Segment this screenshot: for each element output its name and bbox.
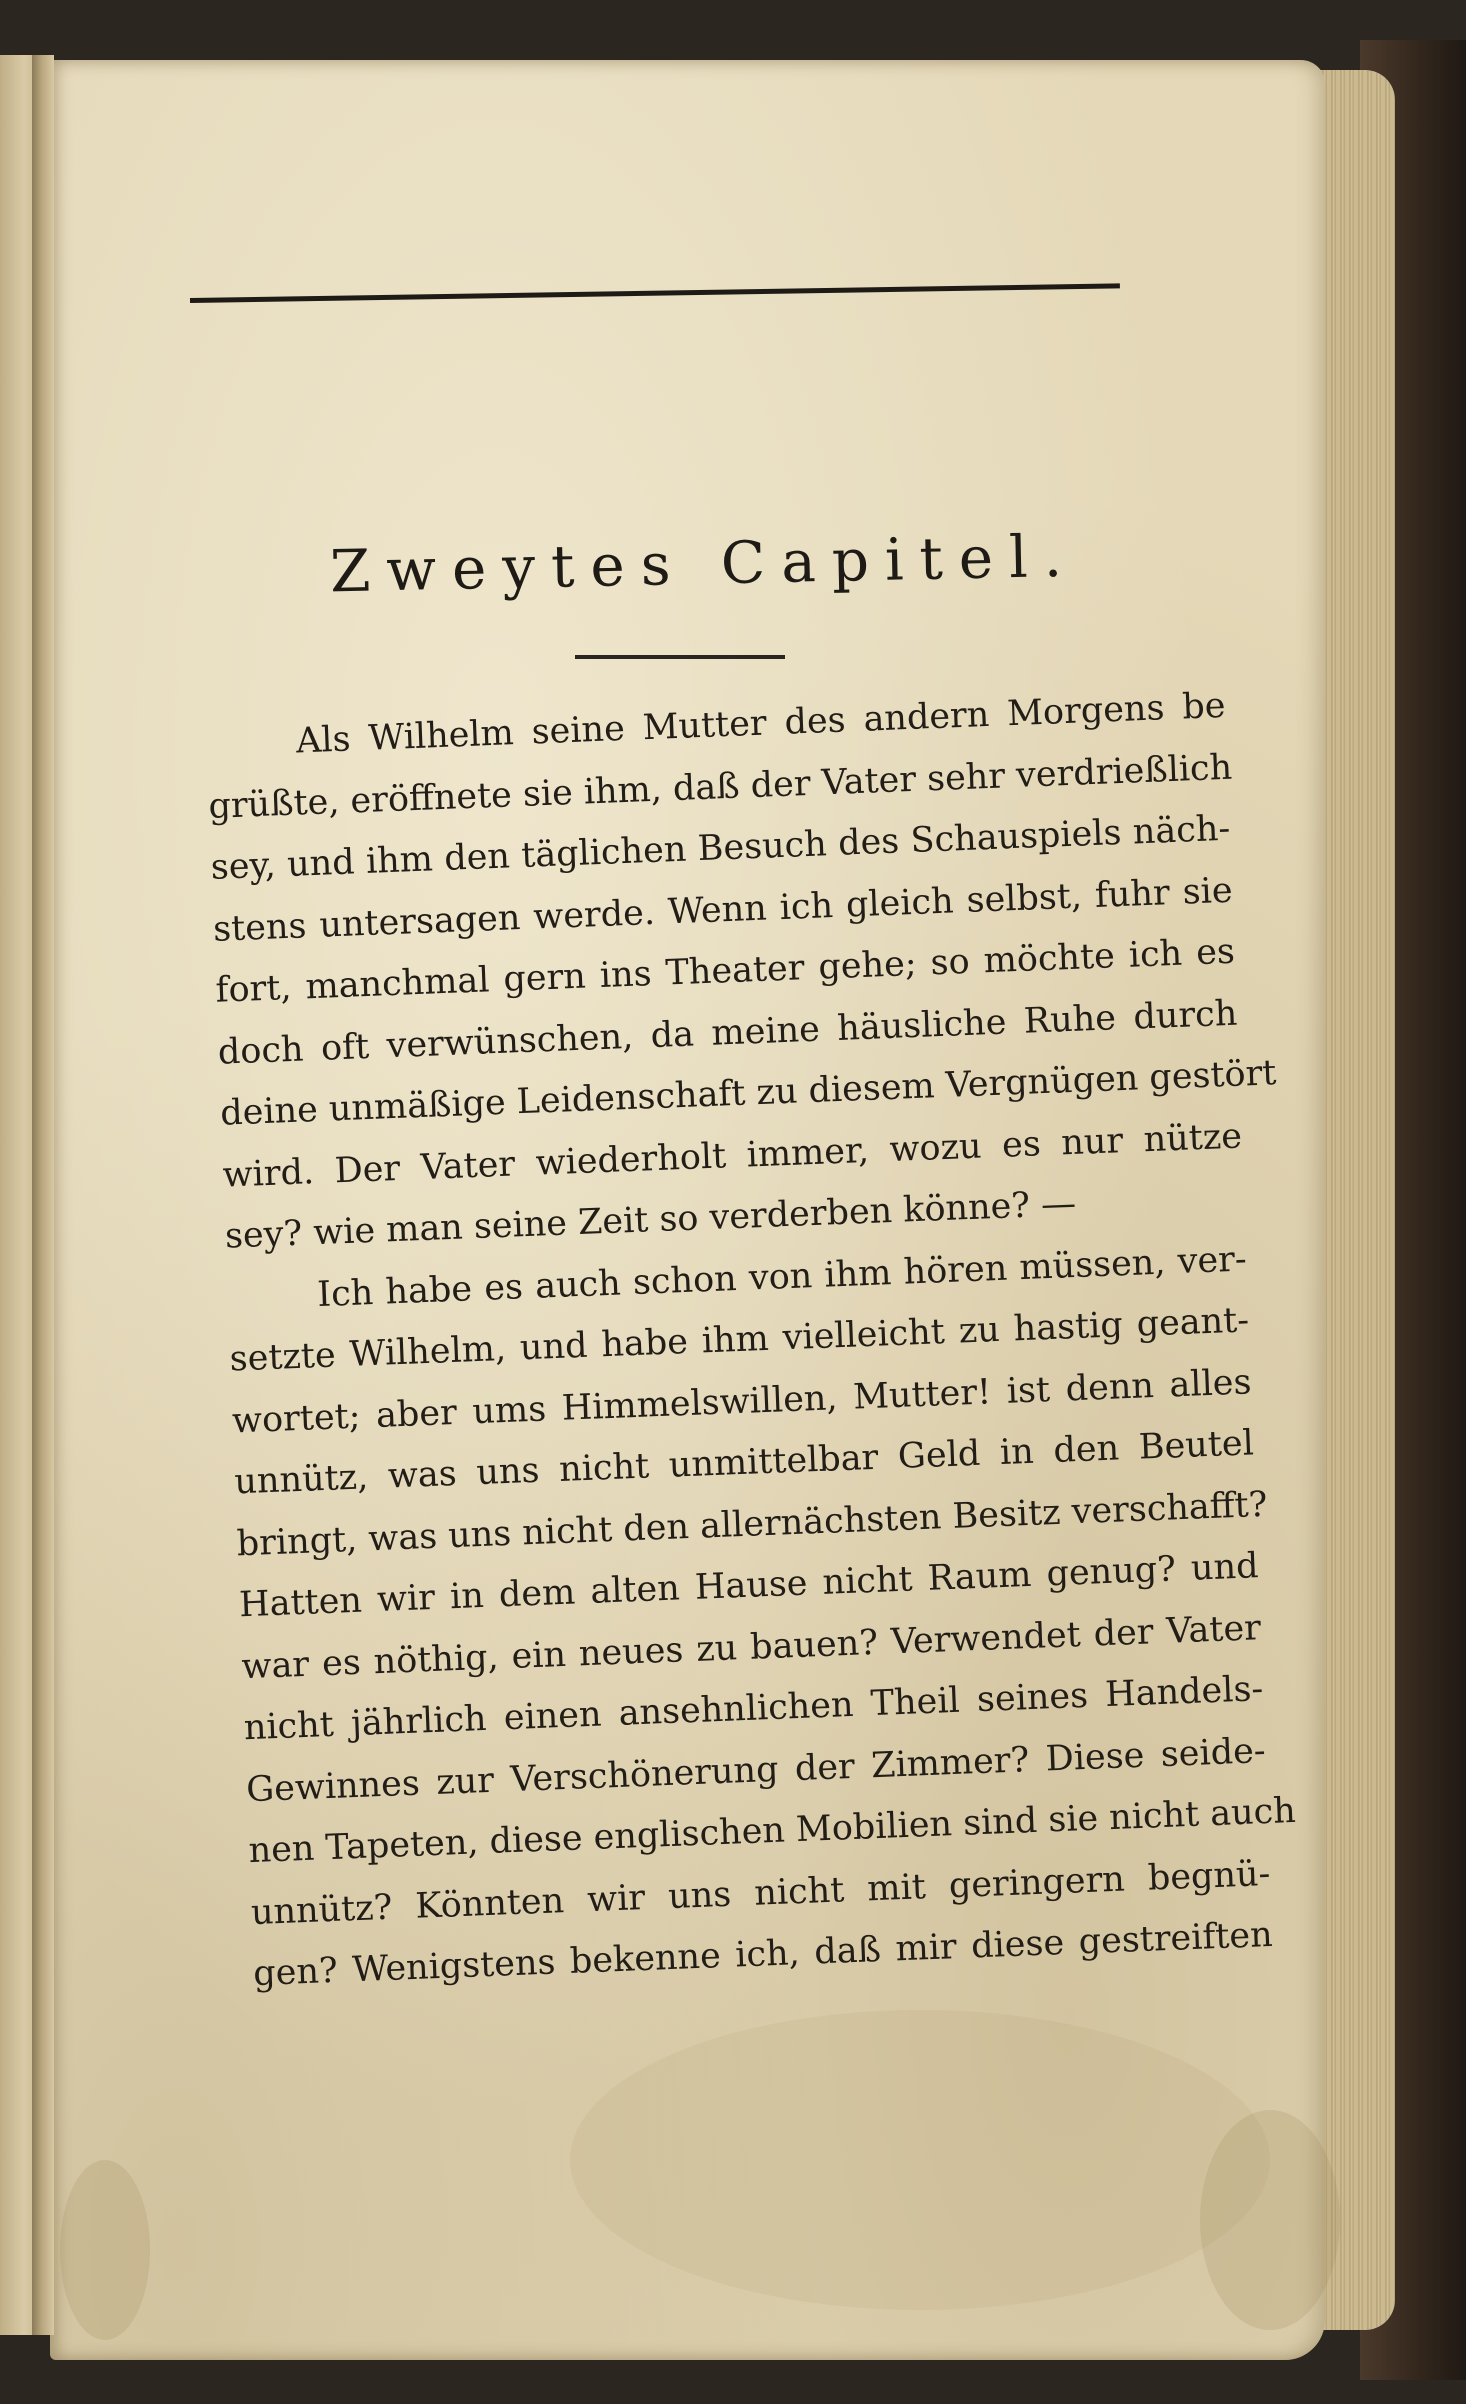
text-line: unnütz, was uns nicht unmittelbar Geld in den Beutel — [233, 1423, 1255, 1503]
text-line: Als Wilhelm seine Mutter des andern Morgens be — [295, 685, 1227, 762]
chapter-title: Zweytes Capitel. — [329, 521, 1079, 606]
text-line: bringt, was uns nicht den allernächsten Besitz verschafft? — [236, 1484, 1269, 1564]
text-line: sey, und ihm den täglichen Besuch des Schauspiels näch- — [210, 808, 1231, 888]
text-line: Ich habe es auch schon von ihm hören müssen, ver- — [316, 1238, 1248, 1315]
text-line: grüßte, eröffnete sie ihm, daß der Vater sehr verdrießlich — [207, 747, 1233, 827]
text-line: setzte Wilhelm, und habe ihm vielleicht zu hastig geant- — [228, 1300, 1250, 1380]
text-line: wird. Der Vater wiederholt immer, wozu es nur nütze — [221, 1116, 1243, 1196]
text-line: unnütz? Könnten wir uns nicht mit geringern begnü- — [250, 1853, 1272, 1933]
paper-stain — [60, 2160, 150, 2340]
text-line: Hatten wir in dem alten Hause nicht Raum genug? und — [238, 1546, 1260, 1626]
text-line: wortet; aber ums Himmelswillen, Mutter! ist denn alles — [231, 1361, 1253, 1441]
text-line: sey? wie man seine Zeit so verderben könne? — — [224, 1183, 1077, 1257]
text-line: war es nöthig, ein neues zu bauen? Verwendet der Vater — [240, 1607, 1262, 1687]
text-line: doch oft verwünschen, da meine häusliche Ruhe durch — [217, 993, 1238, 1073]
text-line: nicht jährlich einen ansehnlichen Theil seines Handels- — [243, 1669, 1264, 1749]
text-line: Gewinnes zur Verschönerung der Zimmer? Diese seide- — [245, 1730, 1267, 1810]
text-line: fort, manchmal gern ins Theater gehe; so möchte ich es — [214, 931, 1236, 1011]
body-text — [205, 676, 1297, 2006]
text-line: deine unmäßige Leidenschaft zu diesem Vergnügen gestört — [219, 1053, 1278, 1134]
text-line: nen Tapeten, diese englischen Mobilien sind sie nicht auch — [247, 1790, 1297, 1872]
page-gutter — [32, 55, 54, 2335]
title-rule — [575, 655, 785, 659]
paper-stain — [570, 2010, 1270, 2310]
text-line: gen? Wenigstens bekenne ich, daß mir diese gestreiften — [252, 1914, 1274, 1995]
text-line: stens untersagen werde. Wenn ich gleich selbst, fuhr sie — [212, 870, 1234, 950]
